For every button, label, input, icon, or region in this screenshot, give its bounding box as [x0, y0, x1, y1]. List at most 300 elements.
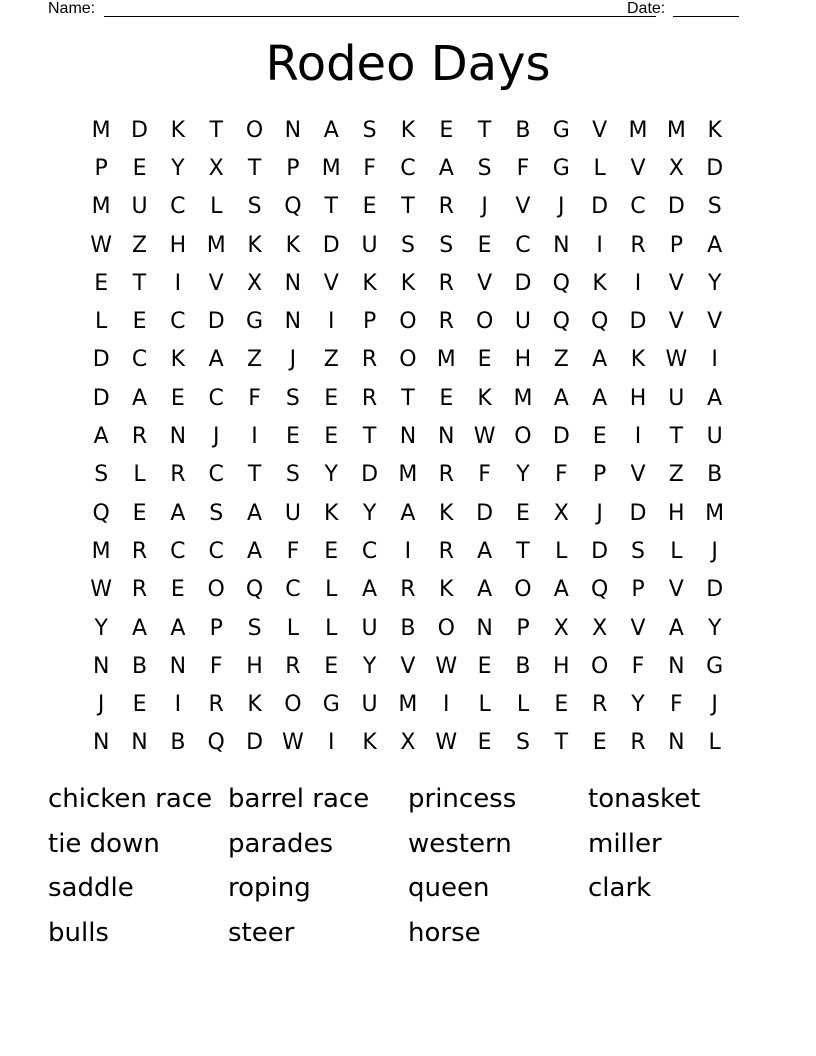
grid-letter[interactable]: L	[325, 615, 338, 641]
grid-letter[interactable]: E	[592, 424, 607, 450]
grid-letter[interactable]: R	[438, 270, 454, 296]
grid-letter[interactable]: B	[170, 730, 186, 756]
grid-letter[interactable]: T	[554, 730, 569, 756]
grid-letter[interactable]: G	[552, 117, 570, 143]
grid-letter[interactable]: A	[707, 385, 723, 411]
grid-letter[interactable]: C	[515, 232, 531, 258]
grid-letter[interactable]: D	[322, 232, 340, 258]
grid-row	[82, 571, 734, 609]
grid-letter[interactable]: W	[665, 347, 688, 373]
grid-letter[interactable]: G	[706, 653, 724, 679]
grid-letter[interactable]: I	[596, 232, 603, 258]
grid-letter[interactable]: P	[286, 155, 300, 181]
grid-letter[interactable]: X	[208, 155, 224, 181]
grid-letter[interactable]: F	[516, 155, 530, 181]
grid-letter[interactable]: R	[438, 309, 454, 335]
grid-letter[interactable]: Q	[552, 309, 570, 335]
grid-letter[interactable]: V	[630, 155, 646, 181]
grid-letter[interactable]: X	[553, 500, 569, 526]
grid-letter[interactable]: H	[514, 347, 532, 373]
grid-letter[interactable]: N	[169, 424, 187, 450]
grid-letter[interactable]: J	[481, 194, 488, 220]
grid-letter[interactable]: W	[435, 653, 458, 679]
grid-letter[interactable]: S	[247, 194, 262, 220]
grid-letter[interactable]: D	[591, 194, 609, 220]
grid-letter[interactable]: U	[284, 500, 301, 526]
grid-letter[interactable]: J	[97, 692, 105, 718]
grid-letter[interactable]: O	[514, 577, 532, 603]
grid-letter[interactable]: C	[208, 538, 224, 564]
grid-letter[interactable]: X	[553, 615, 569, 641]
grid-letter[interactable]: H	[553, 653, 570, 679]
grid-letter[interactable]: E	[477, 730, 492, 756]
grid-letter[interactable]: K	[362, 730, 377, 756]
grid-letter[interactable]: N	[131, 730, 148, 756]
grid-letter[interactable]: L	[708, 730, 721, 756]
grid-letter[interactable]: E	[477, 232, 492, 258]
grid-letter[interactable]: P	[209, 615, 223, 641]
grid-letter[interactable]: R	[591, 692, 608, 718]
grid-letter[interactable]: R	[285, 653, 301, 679]
grid-letter[interactable]: V	[208, 270, 224, 296]
grid-letter[interactable]: B	[515, 653, 531, 679]
grid-letter[interactable]: E	[592, 730, 607, 756]
grid-letter[interactable]: U	[361, 692, 378, 718]
grid-letter[interactable]: V	[400, 653, 416, 679]
grid-letter[interactable]: H	[246, 653, 263, 679]
date-label: Date:	[627, 0, 666, 17]
grid-letter[interactable]: C	[170, 194, 186, 220]
grid-letter[interactable]: H	[629, 385, 647, 411]
grid-letter[interactable]: D	[476, 500, 494, 526]
grid-letter[interactable]: W	[90, 577, 113, 603]
grid-letter[interactable]: R	[438, 462, 454, 488]
grid-letter[interactable]: Y	[324, 462, 338, 488]
grid-letter[interactable]: C	[285, 577, 301, 603]
grid-letter[interactable]: I	[174, 692, 182, 718]
grid-letter[interactable]: R	[131, 538, 148, 564]
grid-letter[interactable]: E	[324, 653, 339, 679]
grid-letter[interactable]: L	[95, 309, 108, 335]
grid-letter[interactable]: J	[711, 692, 718, 718]
grid-letter[interactable]: K	[324, 500, 339, 526]
grid-letter[interactable]: K	[439, 577, 454, 603]
grid-letter[interactable]: T	[209, 117, 223, 143]
grid-letter[interactable]: V	[630, 615, 646, 641]
grid-letter[interactable]: K	[477, 385, 492, 411]
grid-letter[interactable]: I	[327, 309, 335, 335]
grid-letter[interactable]: K	[630, 347, 646, 373]
grid-letter[interactable]: H	[169, 232, 187, 258]
grid-letter[interactable]: D	[246, 730, 264, 756]
grid-letter[interactable]: M	[398, 692, 418, 718]
grid-letter[interactable]: A	[707, 232, 723, 258]
grid-letter[interactable]: Z	[247, 347, 263, 373]
grid-letter[interactable]: G	[246, 309, 264, 335]
grid-letter[interactable]: M	[513, 385, 533, 411]
grid-letter[interactable]: H	[668, 500, 685, 526]
grid-letter[interactable]: D	[207, 309, 225, 335]
grid-letter[interactable]: A	[553, 577, 569, 603]
grid-letter[interactable]: E	[170, 385, 185, 411]
word-list-item: steer	[228, 917, 295, 948]
grid-letter[interactable]: Z	[323, 347, 339, 373]
grid-letter[interactable]: D	[667, 194, 685, 220]
grid-letter[interactable]: A	[131, 615, 148, 641]
grid-letter[interactable]: N	[284, 270, 302, 296]
grid-letter[interactable]: J	[212, 424, 220, 450]
grid-letter[interactable]: N	[92, 653, 110, 679]
grid-letter[interactable]: D	[629, 309, 647, 335]
grid-letter[interactable]: A	[208, 347, 224, 373]
grid-letter[interactable]: E	[285, 424, 300, 450]
grid-letter[interactable]: E	[132, 309, 147, 335]
grid-letter[interactable]: F	[286, 538, 300, 564]
grid-letter[interactable]: R	[400, 577, 416, 603]
grid-letter[interactable]: P	[631, 577, 645, 603]
grid-letter[interactable]: S	[247, 615, 262, 641]
grid-letter[interactable]: L	[478, 692, 491, 718]
grid-letter[interactable]: P	[593, 462, 607, 488]
grid-letter[interactable]: C	[170, 538, 186, 564]
grid-letter[interactable]: D	[591, 538, 609, 564]
grid-letter[interactable]: Y	[362, 500, 377, 526]
grid-letter[interactable]: T	[362, 424, 377, 450]
grid-letter[interactable]: W	[473, 424, 496, 450]
grid-letter[interactable]: J	[711, 538, 718, 564]
grid-letter[interactable]: G	[322, 692, 340, 718]
grid-letter[interactable]: Y	[94, 615, 108, 641]
grid-letter[interactable]: L	[593, 155, 606, 181]
grid-letter[interactable]: K	[170, 117, 186, 143]
grid-letter[interactable]: X	[668, 155, 684, 181]
grid-letter[interactable]: R	[438, 538, 454, 564]
grid-letter[interactable]: C	[630, 194, 646, 220]
grid-letter[interactable]: O	[475, 309, 494, 335]
grid-letter[interactable]: W	[90, 232, 113, 258]
grid-letter[interactable]: P	[669, 232, 683, 258]
grid-letter[interactable]: R	[630, 232, 646, 258]
grid-letter[interactable]: D	[131, 117, 148, 143]
grid-letter[interactable]: K	[439, 500, 454, 526]
grid-letter[interactable]: S	[439, 232, 454, 258]
grid-letter[interactable]: Q	[92, 500, 110, 526]
grid-letter[interactable]: C	[170, 309, 186, 335]
grid-letter[interactable]: R	[361, 347, 378, 373]
grid-letter[interactable]: E	[477, 653, 492, 679]
grid-letter[interactable]: A	[553, 385, 569, 411]
grid-letter[interactable]: D	[92, 347, 110, 373]
grid-letter[interactable]: O	[590, 653, 609, 679]
grid-letter[interactable]: S	[285, 385, 300, 411]
grid-letter[interactable]: O	[284, 692, 302, 718]
grid-letter[interactable]: R	[131, 424, 148, 450]
grid-letter[interactable]: I	[711, 347, 718, 373]
grid-letter[interactable]: M	[436, 347, 456, 373]
grid-letter[interactable]: Y	[171, 155, 185, 181]
grid-letter[interactable]: U	[668, 385, 685, 411]
grid-letter[interactable]: I	[251, 424, 258, 450]
grid-letter[interactable]: B	[131, 653, 148, 679]
grid-letter[interactable]: E	[170, 577, 185, 603]
grid-letter[interactable]: L	[516, 692, 530, 718]
grid-letter[interactable]: Q	[284, 194, 302, 220]
grid-letter[interactable]: Y	[631, 692, 645, 718]
grid-letter[interactable]: J	[289, 347, 297, 373]
grid-letter[interactable]: O	[245, 117, 264, 143]
grid-letter[interactable]: F	[209, 653, 223, 679]
grid-row	[82, 302, 734, 340]
grid-letter[interactable]: K	[285, 232, 301, 258]
grid-letter[interactable]: F	[631, 653, 645, 679]
grid-letter[interactable]: K	[247, 232, 262, 258]
grid-letter[interactable]: S	[285, 462, 300, 488]
grid-letter[interactable]: J	[596, 500, 603, 526]
grid-letter[interactable]: T	[132, 270, 147, 296]
grid-letter[interactable]: N	[284, 117, 302, 143]
grid-letter[interactable]: E	[324, 538, 339, 564]
grid-letter[interactable]: U	[131, 194, 148, 220]
grid-letter[interactable]: B	[400, 615, 416, 641]
grid-letter[interactable]: E	[324, 385, 339, 411]
grid-letter[interactable]: C	[208, 385, 224, 411]
grid-letter[interactable]: N	[476, 615, 493, 641]
grid-letter[interactable]: T	[516, 538, 530, 564]
grid-letter[interactable]: F	[554, 462, 568, 488]
grid-letter[interactable]: O	[207, 577, 225, 603]
grid-letter[interactable]: D	[92, 385, 110, 411]
grid-letter[interactable]: L	[555, 538, 568, 564]
grid-letter[interactable]: Q	[590, 309, 609, 335]
grid-letter[interactable]: A	[170, 615, 186, 641]
grid-letter[interactable]: M	[666, 117, 686, 143]
grid-letter[interactable]: R	[438, 194, 454, 220]
grid-letter[interactable]: V	[668, 270, 684, 296]
grid-letter[interactable]: E	[132, 692, 147, 718]
grid-letter[interactable]: N	[92, 730, 110, 756]
grid-letter[interactable]: N	[169, 653, 187, 679]
grid-letter[interactable]: S	[515, 730, 530, 756]
grid-letter[interactable]: W	[282, 730, 304, 756]
grid-letter[interactable]: U	[706, 424, 723, 450]
grid-letter[interactable]: N	[668, 730, 685, 756]
grid-letter[interactable]: E	[132, 500, 147, 526]
grid-letter[interactable]: U	[361, 232, 378, 258]
grid-letter[interactable]: M	[398, 462, 418, 488]
grid-letter[interactable]: D	[629, 500, 647, 526]
grid-letter[interactable]: A	[592, 385, 608, 411]
grid-letter[interactable]: X	[592, 615, 608, 641]
grid-row	[82, 341, 734, 379]
grid-letter[interactable]: I	[327, 730, 335, 756]
grid-letter[interactable]: K	[707, 117, 722, 143]
grid-letter[interactable]: T	[401, 385, 415, 411]
grid-letter[interactable]: M	[628, 117, 648, 143]
grid-letter[interactable]: U	[361, 615, 378, 641]
grid-letter[interactable]: L	[286, 615, 300, 641]
grid-letter[interactable]: Q	[245, 577, 264, 603]
grid-letter[interactable]: R	[630, 730, 646, 756]
grid-letter[interactable]: X	[400, 730, 416, 756]
grid-letter[interactable]: D	[706, 577, 724, 603]
grid-letter[interactable]: T	[247, 462, 262, 488]
grid-letter[interactable]: C	[131, 347, 148, 373]
grid-letter[interactable]: C	[361, 538, 378, 564]
word-list-item: saddle	[48, 873, 134, 903]
grid-letter[interactable]: M	[91, 117, 111, 143]
grid-letter[interactable]: N	[668, 653, 685, 679]
grid-letter[interactable]: F	[478, 462, 491, 488]
grid-letter[interactable]: Q	[590, 577, 609, 603]
grid-letter[interactable]: I	[634, 424, 642, 450]
grid-letter[interactable]: A	[131, 385, 148, 411]
grid-letter[interactable]: V	[668, 577, 684, 603]
grid-letter[interactable]: A	[592, 347, 608, 373]
grid-letter[interactable]: A	[93, 424, 109, 450]
grid-letter[interactable]: N	[553, 232, 570, 258]
grid-letter[interactable]: V	[707, 309, 723, 335]
grid-letter[interactable]: E	[516, 500, 530, 526]
grid-letter[interactable]: E	[439, 385, 454, 411]
grid-letter[interactable]: A	[247, 538, 263, 564]
word-list-item: western	[408, 828, 512, 859]
grid-letter[interactable]: P	[516, 615, 530, 641]
grid-letter[interactable]: L	[210, 194, 223, 220]
grid-letter[interactable]: N	[399, 424, 417, 450]
grid-letter[interactable]: F	[248, 385, 261, 411]
grid-letter[interactable]: T	[247, 155, 262, 181]
grid-letter[interactable]: V	[592, 117, 608, 143]
grid-letter[interactable]: O	[514, 424, 532, 450]
grid-letter[interactable]: S	[94, 462, 109, 488]
grid-letter[interactable]: E	[362, 194, 377, 220]
grid-letter[interactable]: I	[174, 270, 182, 296]
grid-letter[interactable]: F	[363, 155, 376, 181]
grid-letter[interactable]: E	[477, 347, 492, 373]
grid-letter[interactable]: M	[91, 194, 111, 220]
grid-letter[interactable]: S	[362, 117, 377, 143]
grid-letter[interactable]: L	[325, 577, 338, 603]
grid-letter[interactable]: Y	[516, 462, 530, 488]
grid-letter[interactable]: A	[477, 577, 493, 603]
grid-letter[interactable]: S	[209, 500, 224, 526]
grid-letter[interactable]: C	[208, 462, 224, 488]
grid-letter[interactable]: T	[401, 194, 415, 220]
grid-letter[interactable]: S	[707, 194, 722, 220]
grid-letter[interactable]: R	[170, 462, 186, 488]
grid-letter[interactable]: P	[362, 309, 377, 335]
grid-letter[interactable]: Q	[552, 270, 570, 296]
grid-letter[interactable]: T	[669, 424, 684, 450]
grid-letter[interactable]: S	[631, 538, 645, 564]
grid-letter[interactable]: T	[324, 194, 338, 220]
grid-letter[interactable]: V	[477, 270, 493, 296]
grid-letter[interactable]: T	[477, 117, 492, 143]
grid-letter[interactable]: U	[514, 309, 531, 335]
grid-letter[interactable]: M	[321, 155, 341, 181]
grid-letter[interactable]: M	[705, 500, 725, 526]
grid-letter[interactable]: K	[400, 270, 416, 296]
grid-letter[interactable]: P	[94, 155, 108, 181]
grid-letter[interactable]: B	[515, 117, 531, 143]
name-blank-line[interactable]	[104, 16, 656, 17]
grid-letter[interactable]: V	[515, 194, 531, 220]
grid-letter[interactable]: D	[706, 155, 724, 181]
date-blank-line[interactable]	[673, 16, 739, 17]
grid-letter[interactable]: V	[630, 462, 646, 488]
grid-letter[interactable]: E	[132, 155, 147, 181]
grid-letter[interactable]: E	[439, 117, 454, 143]
grid-letter[interactable]: K	[170, 347, 186, 373]
grid-letter[interactable]: R	[208, 692, 224, 718]
grid-letter[interactable]: Z	[131, 232, 148, 258]
grid-letter[interactable]: W	[435, 730, 458, 756]
grid-letter[interactable]: K	[592, 270, 607, 296]
grid-letter[interactable]: E	[554, 692, 569, 718]
grid-letter[interactable]: M	[91, 538, 111, 564]
grid-letter[interactable]: A	[438, 155, 454, 181]
grid-letter[interactable]: Q	[207, 730, 225, 756]
grid-letter[interactable]: A	[400, 500, 416, 526]
grid-letter[interactable]: O	[399, 347, 417, 373]
grid-letter[interactable]: V	[668, 309, 684, 335]
grid-letter[interactable]: Z	[668, 462, 684, 488]
grid-letter[interactable]: D	[361, 462, 379, 488]
grid-letter[interactable]: D	[514, 270, 532, 296]
page-title: Rodeo Days	[265, 36, 551, 92]
grid-letter[interactable]: N	[438, 424, 455, 450]
grid-letter[interactable]: B	[707, 462, 723, 488]
grid-letter[interactable]: A	[477, 538, 493, 564]
grid-letter[interactable]: E	[324, 424, 339, 450]
grid-letter[interactable]: R	[131, 577, 148, 603]
grid-letter[interactable]: L	[133, 462, 146, 488]
grid-letter[interactable]: F	[670, 692, 683, 718]
grid-letter[interactable]: D	[552, 424, 570, 450]
grid-letter[interactable]: A	[247, 500, 263, 526]
grid-letter[interactable]: N	[284, 309, 302, 335]
grid-letter[interactable]: J	[558, 194, 565, 220]
grid-letter[interactable]: E	[94, 270, 109, 296]
grid-letter[interactable]: I	[404, 538, 412, 564]
grid-letter[interactable]: X	[247, 270, 263, 296]
grid-letter[interactable]: G	[552, 155, 570, 181]
grid-letter[interactable]: S	[400, 232, 415, 258]
grid-letter[interactable]: K	[247, 692, 262, 718]
grid-letter[interactable]: R	[361, 385, 378, 411]
grid-letter[interactable]: C	[400, 155, 416, 181]
grid-letter[interactable]: A	[170, 500, 186, 526]
grid-letter[interactable]: K	[400, 117, 416, 143]
grid-letter[interactable]: O	[399, 309, 417, 335]
grid-letter[interactable]: I	[634, 270, 642, 296]
grid-letter[interactable]: K	[362, 270, 377, 296]
grid-letter[interactable]: A	[323, 117, 339, 143]
grid-letter[interactable]: Y	[707, 270, 722, 296]
grid-row	[82, 379, 734, 417]
grid-letter[interactable]: V	[323, 270, 339, 296]
grid-letter[interactable]: I	[443, 692, 450, 718]
grid-letter[interactable]: Y	[362, 653, 377, 679]
grid-letter[interactable]: A	[362, 577, 378, 603]
grid-letter[interactable]: O	[437, 615, 455, 641]
grid-letter[interactable]: L	[670, 538, 683, 564]
grid-letter[interactable]: Y	[707, 615, 722, 641]
grid-letter[interactable]: M	[206, 232, 226, 258]
grid-letter[interactable]: A	[668, 615, 684, 641]
grid-letter[interactable]: S	[477, 155, 492, 181]
grid-letter[interactable]: Z	[553, 347, 569, 373]
